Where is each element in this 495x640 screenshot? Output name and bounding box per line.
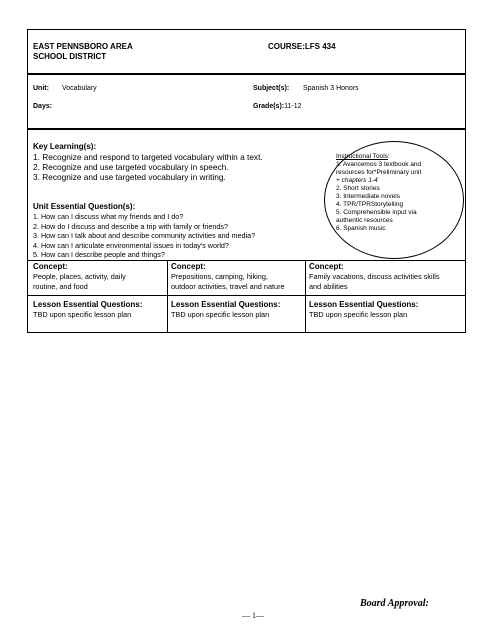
key-learning-list bbox=[33, 152, 263, 182]
concept-line: routine, and food bbox=[33, 282, 88, 291]
tools-line: 3. Intermediate novels bbox=[336, 193, 400, 200]
col-divider-1 bbox=[167, 260, 168, 332]
unit-questions-heading: Unit Essential Question(s): bbox=[33, 202, 136, 211]
days-label: Days: bbox=[33, 103, 53, 110]
lesson-questions-text: TBD upon specific lesson plan bbox=[171, 310, 270, 319]
tools-line: 6. Spanish music bbox=[336, 225, 386, 232]
info-box bbox=[27, 73, 466, 130]
tools-line: 5. Comprehensible input via bbox=[336, 209, 417, 216]
tools-line: 1. Avancemos 3 textbook and bbox=[336, 161, 422, 168]
concept-line: and abilities bbox=[309, 282, 348, 291]
tools-line: resources for*Preliminary unit bbox=[336, 169, 422, 176]
unit-question-item: 5. How can I describe people and things? bbox=[33, 250, 165, 259]
unit-question-item: 3. How can I talk about and describe community activities and media? bbox=[33, 231, 256, 240]
concept-line: Prepositions, camping, hiking, bbox=[171, 272, 268, 281]
key-learning-item: 2. Recognize and use targeted vocabulary in speech. bbox=[33, 162, 229, 172]
key-learning-item: 1. Recognize and respond to targeted vocabulary within a text. bbox=[33, 152, 263, 162]
key-learning-item: 3. Recognize and use targeted vocabulary in writing. bbox=[33, 172, 226, 182]
concept-heading: Concept: bbox=[171, 262, 206, 271]
tools-heading: Instructional Tools bbox=[336, 153, 388, 160]
tools-line: + chapters 1-4 bbox=[336, 177, 378, 184]
concept-line: outdoor activities, travel and nature bbox=[171, 282, 285, 291]
district-name-line2: SCHOOL DISTRICT bbox=[33, 52, 107, 61]
lesson-questions-heading: Lesson Essential Questions: bbox=[33, 300, 143, 309]
course-code: COURSE:LFS 434 bbox=[268, 42, 336, 51]
unit-label: Unit: bbox=[33, 85, 49, 92]
key-learning-heading: Key Learning(s): bbox=[33, 142, 97, 151]
concept-cell-3 bbox=[309, 262, 440, 292]
unit-question-item: 1. How can I discuss what my friends and I do? bbox=[33, 212, 184, 221]
concept-heading: Concept: bbox=[33, 262, 68, 271]
concept-cell-1 bbox=[33, 262, 126, 292]
grade-label: Grade(s): bbox=[253, 103, 285, 110]
col-divider-2 bbox=[305, 260, 306, 332]
unit-question-item: 4. How can I articulate environmental issues in today's world? bbox=[33, 240, 229, 250]
subject-value: Spanish 3 Honors bbox=[303, 85, 359, 92]
lesson-questions-cell-2 bbox=[171, 300, 280, 320]
unit-question-item: 2. How do I discuss and describe a trip with family or friends? bbox=[33, 221, 228, 231]
lesson-questions-text: TBD upon specific lesson plan bbox=[309, 310, 408, 319]
board-approval: Board Approval: bbox=[360, 598, 429, 609]
concept-cell-2 bbox=[171, 262, 285, 292]
tools-line: authentic resources bbox=[336, 217, 393, 224]
unit-questions-list bbox=[33, 212, 255, 260]
lesson-questions-text: TBD upon specific lesson plan bbox=[33, 310, 132, 319]
subject-label: Subject(s): bbox=[253, 85, 290, 92]
concept-line: Family vacations, discuss activities skills bbox=[309, 272, 440, 281]
page-number: — 1— bbox=[242, 611, 264, 620]
lesson-questions-cell-1 bbox=[33, 300, 142, 320]
grade-value: 11-12 bbox=[284, 103, 302, 110]
grade-field bbox=[253, 102, 302, 112]
tools-line: 2. Short stories bbox=[336, 185, 380, 192]
unit-value: Vocabulary bbox=[62, 85, 97, 92]
instructional-tools bbox=[336, 153, 421, 233]
tools-line: 4. TPR/TPRStorytelling bbox=[336, 201, 404, 208]
lesson-questions-cell-3 bbox=[309, 300, 418, 320]
concept-divider bbox=[27, 295, 466, 296]
concept-heading: Concept: bbox=[309, 262, 344, 271]
lesson-questions-heading: Lesson Essential Questions: bbox=[309, 300, 419, 309]
concept-line: People, places, activity, daily bbox=[33, 272, 126, 281]
tools-heading-colon: : bbox=[387, 153, 390, 160]
tools-heading-line bbox=[336, 153, 421, 161]
district-name-line1: EAST PENNSBORO AREA bbox=[33, 42, 133, 51]
lesson-questions-heading: Lesson Essential Questions: bbox=[171, 300, 281, 309]
